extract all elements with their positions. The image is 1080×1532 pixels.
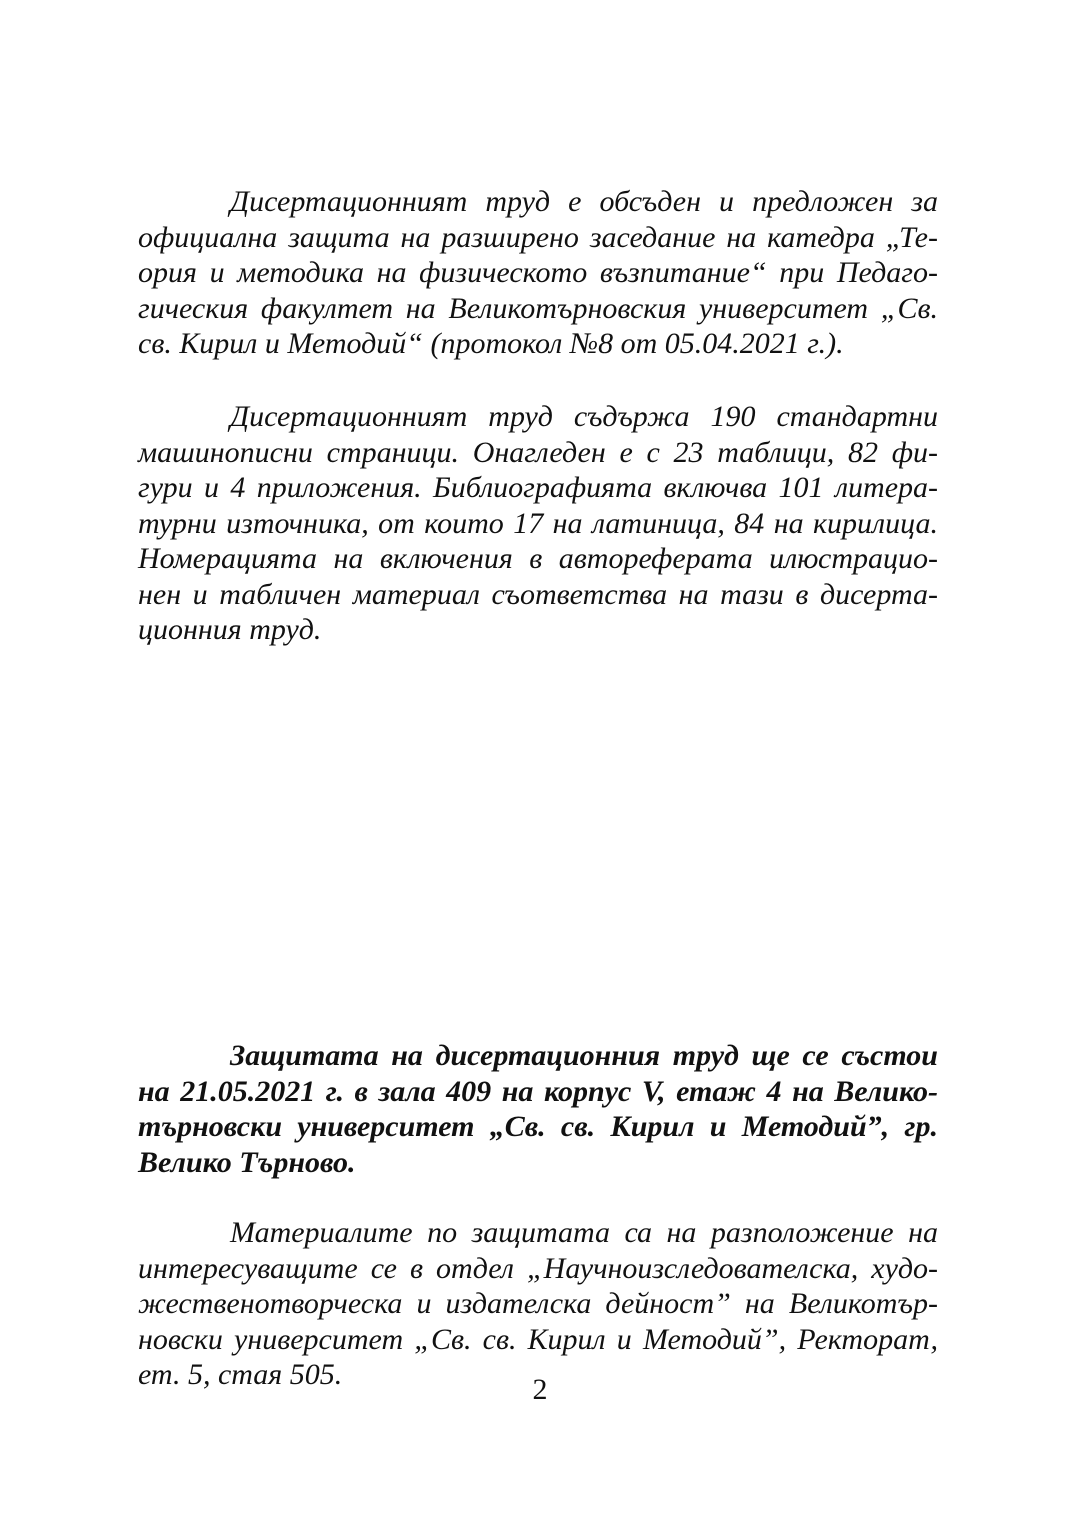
paragraph-defense-announcement xyxy=(138,1038,938,1180)
text-line: търновски университет „Св. св. Кирил и Методий”, гр. xyxy=(138,1110,938,1143)
text-line: Защитата на дисертационния труд ще се състои xyxy=(230,1039,938,1072)
text-line: на 21.05.2021 г. в зала 409 на корпус V, етаж 4 на Велико- xyxy=(138,1074,938,1108)
text-line: св. Кирил и Методий“ (протокол №8 от 05.04.2021 г.). xyxy=(138,327,844,360)
text-line: нен и табличен материал съответства на тази в дисерта- xyxy=(138,577,938,611)
page-number: 2 xyxy=(532,1373,548,1406)
text-line: Материалите по защитата са на разположение на xyxy=(230,1216,938,1249)
paragraph-materials-availability xyxy=(138,1215,938,1393)
text-line: официална защита на разширено заседание на катедра „Те- xyxy=(138,220,938,254)
text-line: ет. 5, стая 505. xyxy=(138,1358,343,1391)
text-line: Номерацията на включения в автореферата илюстрацио- xyxy=(138,542,938,575)
text-line: жественотворческа и издателска дейност” на Великотър- xyxy=(138,1287,938,1320)
text-line: ционния труд. xyxy=(138,613,322,646)
text-line: Велико Търново. xyxy=(138,1145,356,1179)
text-line: ория и методика на физическото възпитание“ при Педаго- xyxy=(138,256,938,289)
text-line: турни източника, от които 17 на латиница, 84 на кирилица. xyxy=(138,506,938,540)
paragraph-dissertation-discussion xyxy=(138,184,938,362)
text-line: Дисертационният труд е обсъден и предложен за xyxy=(230,185,938,218)
paragraph-dissertation-contents xyxy=(138,399,938,648)
text-line: гури и 4 приложения. Библиографията включва 101 литера- xyxy=(138,471,938,504)
text-line: машинописни страници. Онагледен е с 23 таблици, 82 фи- xyxy=(138,435,938,469)
text-line: Дисертационният труд съдържа 190 стандартни xyxy=(230,400,938,433)
text-line: гическия факултет на Великотърновския университет „Св. xyxy=(138,291,938,325)
text-line: новски университет „Св. св. Кирил и Методий”, Ректорат, xyxy=(138,1322,938,1356)
text-line: интересуващите се в отдел „Научноизследователска, худо- xyxy=(138,1251,938,1285)
